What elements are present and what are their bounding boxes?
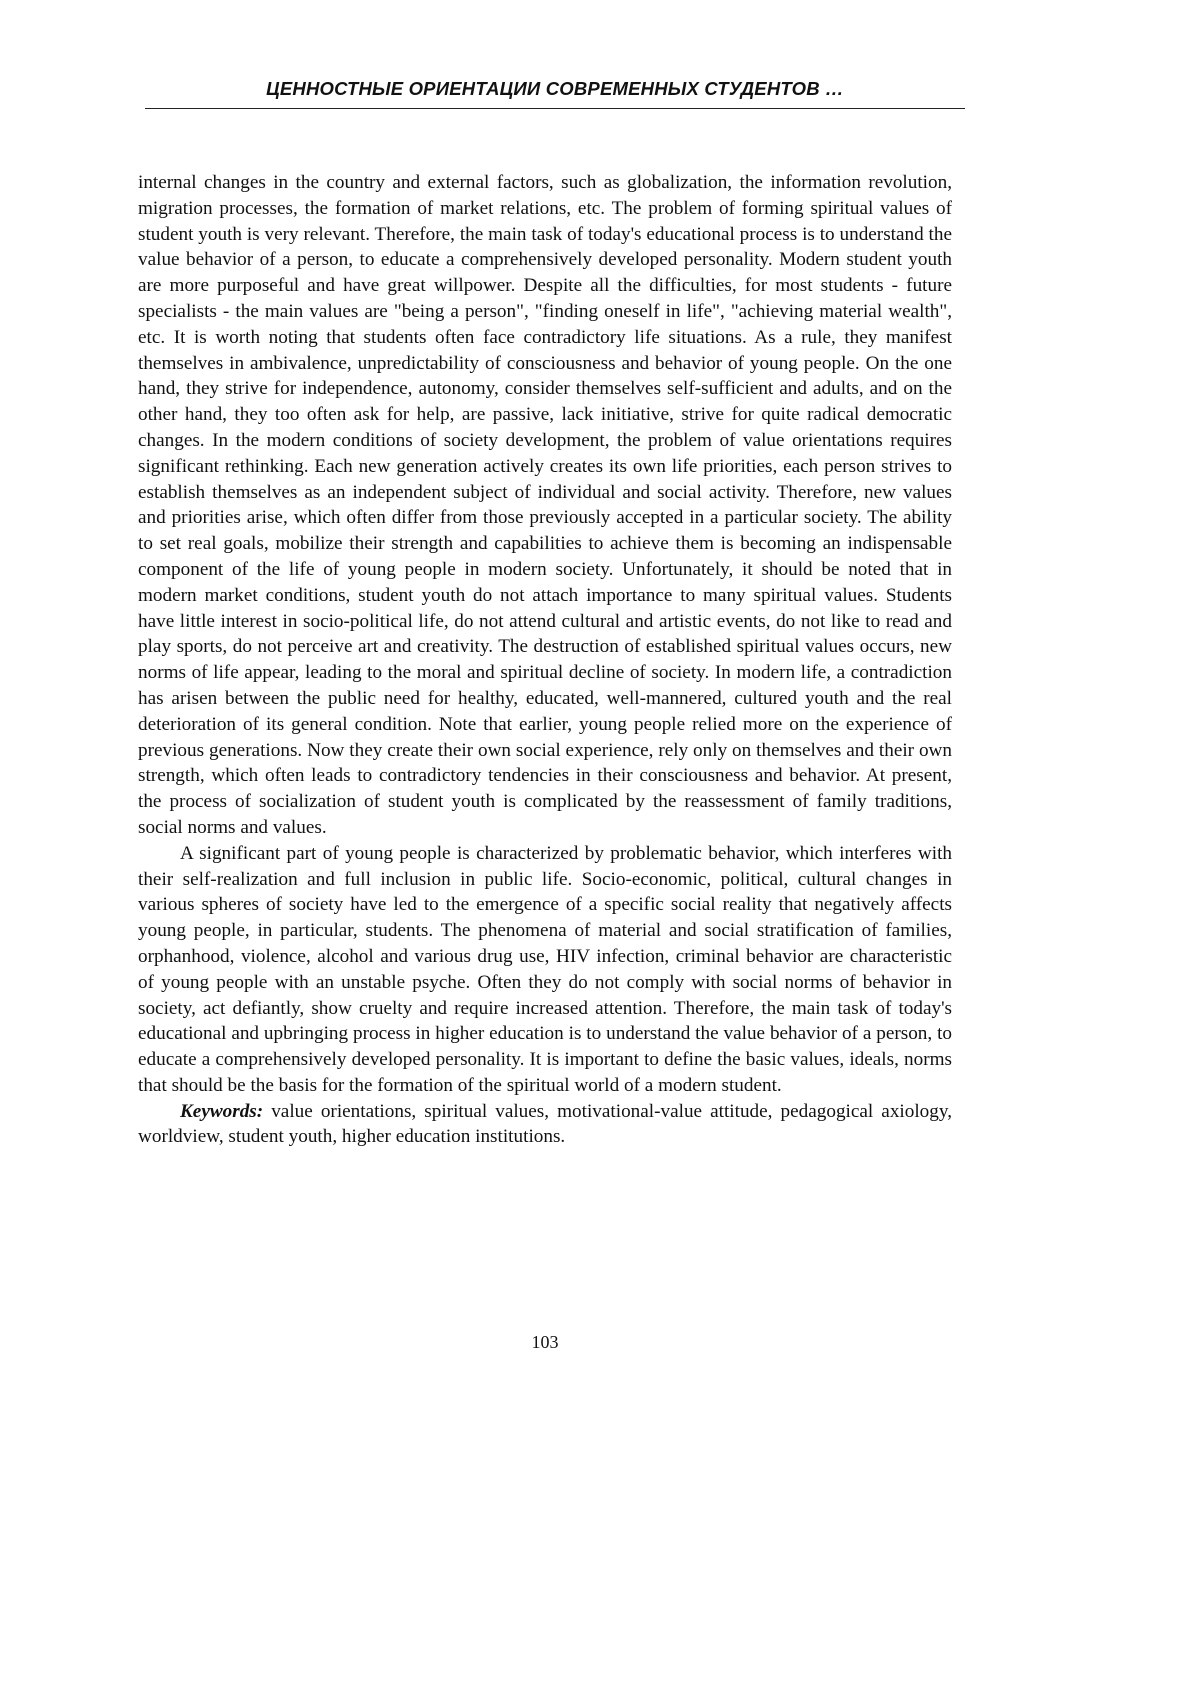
running-header-title: ЦЕННОСТНЫЕ ОРИЕНТАЦИИ СОВРЕМЕННЫХ СТУДЕНТОВ …	[145, 78, 965, 100]
article-body	[138, 170, 952, 1150]
keywords-paragraph	[138, 1099, 952, 1151]
keywords-list: value orientations, spiritual values, motivational-value attitude, pedagogical axiology, worldview, student youth, higher education institutions.	[138, 1101, 952, 1148]
body-paragraph-continued: internal changes in the country and external factors, such as globalization, the information revolution, migration processes, the formation of market relations, etc. The problem of forming spiritual values of student youth is very relevant. Therefore, the main task of today's educational process is to understand the value behavior of a person, to educate a comprehensively developed personality. Modern student youth are more purposeful and have great willpower. Despite all the difficulties, for most students - future specialists - the main values are "being a person", "finding oneself in life", "achieving material wealth", etc. It is worth noting that students often face contradictory life situations. As a rule, they manifest themselves in ambivalence, unpredictability of consciousness and behavior of young people. On the one hand, they strive for independence, autonomy, consider themselves self-sufficient and adults, and on the other hand, they too often ask for help, are passive, lack initiative, strive for quite radical democratic changes. In the modern conditions of society development, the problem of value orientations requires significant rethinking. Each new generation actively creates its own life priorities, each person strives to establish themselves as an independent subject of individual and social activity. Therefore, new values and priorities arise, which often differ from those previously accepted in a particular society. The ability to set real goals, mobilize their strength and capabilities to achieve them is becoming an indispensable component of the life of young people in modern society. Unfortunately, it should be noted that in modern market conditions, student youth do not attach importance to many spiritual values. Students have little interest in socio-political life, do not attend cultural and artistic events, do not like to read and play sports, do not perceive art and creativity. The destruction of established spiritual values occurs, new norms of life appear, leading to the moral and spiritual decline of society. In modern life, a contradiction has arisen between the public need for healthy, educated, well-mannered, cultured youth and the real deterioration of its general condition. Note that earlier, young people relied more on the experience of previous generations. Now they create their own social experience, rely only on themselves and their own strength, which often leads to contradictory tendencies in their consciousness and behavior. At present, the process of socialization of student youth is complicated by the reassessment of family traditions, social norms and values.	[138, 170, 952, 841]
header-divider	[145, 108, 965, 109]
keywords-label: Keywords:	[180, 1101, 263, 1122]
page-number: 103	[0, 1332, 1090, 1353]
body-paragraph-problematic-behavior: A significant part of young people is characterized by problematic behavior, which interferes with their self-realization and full inclusion in public life. Socio-economic, political, cultural changes in various spheres of society have led to the emergence of a specific social reality that negatively affects young people, in particular, students. The phenomena of material and social stratification of families, orphanhood, violence, alcohol and various drug use, HIV infection, criminal behavior are characteristic of young people with an unstable psyche. Often they do not comply with social norms of behavior in society, act defiantly, show cruelty and require increased attention. Therefore, the main task of today's educational and upbringing process in higher education is to understand the value behavior of a person, to educate a comprehensively developed personality. It is important to define the basic values, ideals, norms that should be the basis for the formation of the spiritual world of a modern student.	[138, 841, 952, 1099]
